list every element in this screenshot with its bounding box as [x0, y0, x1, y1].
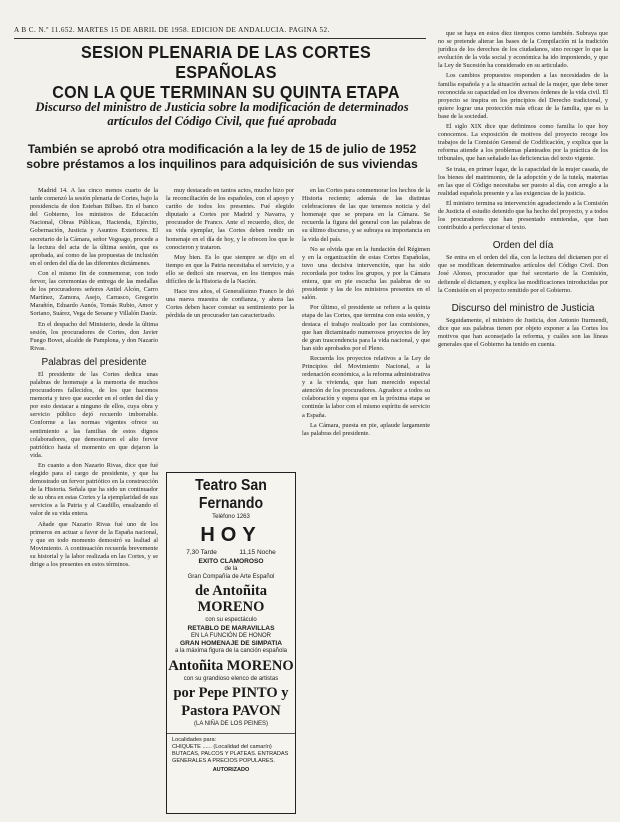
ad-star-3: por Pepe PINTO y	[173, 685, 289, 701]
paragraph: El presidente de las Cortes dedica unas palabras de homenaje a la memoria de muchos procuradores fallecidos, de los que hacemos memoria y tuvo que suceder en el orden del día y por esto destacar a ninguno de ellos, cuya obra y servicio público dejó recuerdo imborrable. Conforme a las normas vigentes ofrece su sentimiento a las familias de estos dignos colaboradores, que demostraron el alto fervor patriótico hasta el momento en que dejaron la vida.	[30, 370, 158, 459]
ad-company-intro: de la	[224, 566, 238, 572]
headline-line-2: CON LA QUE TERMINAN SU QUINTA ETAPA	[52, 82, 400, 102]
ad-star-1: de Antoñita MORENO	[194, 583, 268, 615]
ad-collab: con su grandioso elenco de artistas	[183, 675, 279, 682]
section-heading-speech: Discurso del ministro de Justicia	[451, 302, 595, 314]
paragraph: en las Cortes para conmemorar los hechos de la Historia reciente; además de las distintas celebraciones de las que tenemos noticia y del homenaje que se prepara en la Cámara. Se recuerda la figura del general con las palabras de su último discurso, y se subraya su importancia en la vida del país.	[302, 187, 430, 243]
paragraph: Muy bien. Es lo que siempre se dijo en el tiempo en que la Patria necesitaba el servicio, y a ello se dedicó sin reservas, en los tiempos más difíciles de la Historia de la Nación.	[166, 253, 294, 286]
column-4	[438, 30, 608, 820]
ad-homage: GRAN HOMENAJE DE SIMPATIA	[180, 640, 282, 647]
head-rule	[14, 38, 426, 39]
ad-phone: Teléfono 1263	[212, 514, 250, 520]
paragraph: Los cambios propuestos responden a las necesidades de la familia española y a la situación actual de la mujer, que debe tener reconocida su capacidad en los diversos órdenes de la vida civil. El proyecto se inspira en los principios del Derecho tradicional, y quiere lograr una protección más eficaz de la familia, que es la base de la sociedad.	[438, 72, 608, 120]
paragraph: Se trata, en primer lugar, de la capacidad de la mujer casada, de los bienes del matrimonio, de la adopción y de la tutela, materias en las que el Código necesitaba ser puesto al día, con arreglo a la realidad española presente y a las exigencias de la justicia.	[438, 165, 608, 197]
ad-time-night: 11,15 Noche	[239, 549, 276, 556]
paragraph: No se olvida que en la fundación del Régimen y en la organización de estas Cortes Españolas, tuvo una decisiva intervención, que ha sido recordada por todos los grupos, y por la Cámara entera, que en pie escucha las palabras de su presidente y las de los ministros presentes en el salón.	[302, 245, 430, 302]
ad-homage-to: a la máxima figura de la canción española	[174, 648, 288, 654]
paragraph: El siglo XIX dice que definimos como familia lo que hoy conocemos. La exposición de motivos del proyecto recoge los trabajos de la Comisión General de Codificación, y explica que la reforma atiende a los problemas planteados por la práctica de los tribunales, que han señalado las deficiencias del texto vigente.	[438, 123, 608, 163]
running-head: A B C. N.º 11.652. MARTES 15 DE ABRIL DE 1958. EDICION DE ANDALUCIA. PAGINA 52.	[14, 26, 330, 34]
column-2	[166, 187, 294, 467]
paragraph: El ministro termina su intervención agradeciendo a la Comisión de Justicia el estudio detenido que ha hecho del proyecto, y a todos los procuradores que han presentado enmiendas, que han contribuido a perfeccionar el texto.	[438, 199, 608, 232]
ad-show-subtitle: EN LA FUNCIÓN DE HONOR	[190, 632, 271, 639]
paragraph: Hace tres años, el Generalísimo Franco le dió una nueva muestra de confianza, y ahora las Cortes deben hacer constar su sentimiento por la pérdida de un procurador tan caracterizado.	[166, 288, 294, 320]
theater-advertisement	[166, 472, 296, 814]
headline	[46, 42, 407, 102]
ad-company: Gran Compañía de Arte Español	[187, 573, 275, 580]
column-3	[302, 187, 430, 787]
paragraph: Recuerda los proyectos relativos a la Ley de Principios del Movimiento Nacional, a la ordenación económica, a la reforma administrativa y a la vivienda, que han merecido especial atención de los procuradores. Agradece a todos su colaboración y espera que en la próxima etapa se continúe la labor con el mismo espíritu de servicio a España.	[302, 354, 430, 419]
ad-showtimes	[175, 549, 287, 556]
ad-success: EXITO CLAMOROSO	[198, 558, 264, 565]
paragraph: Seguidamente, el ministro de Justicia, don Antonio Iturmendi, dice que sus palabras tienen por objeto exponer a las Cortes los motivos que han aconsejado la reforma, y cuáles son las líneas generales que el Gobierno ha tenido en cuenta.	[438, 316, 608, 348]
paragraph: Se entra en el orden del día, con la lectura del dictamen por el que se modifican determinados artículos del Código Civil. Don José Alonso, procurador que fué secretario de la Comisión, defiende el dictamen, y explica las modificaciones introducidas por la Comisión en el proyecto remitido por el Gobierno.	[438, 254, 608, 294]
ad-star-4-subtitle: (LA NIÑA DE LOS PEINES)	[193, 721, 269, 727]
ad-prices-label: Localidades para:	[172, 736, 217, 743]
section-heading-president: Palabras del presidente	[41, 356, 147, 368]
paragraph: que se haya en estos diez tiempos como también. Subraya que no se pretende alterar las bases de la Compilación ni la tradición jurídica de los derechos de los ciudadanos, sino recoger lo que la evolución de la vida social y económica ha ido imponiendo, y que la Ley de Sucesión ha considerado en su articulado.	[438, 30, 608, 70]
ad-theater-name: Teatro San Fernando	[195, 477, 267, 512]
section-heading-order: Orden del día	[492, 240, 554, 252]
ad-authorized: AUTORIZADO	[212, 766, 250, 773]
paragraph: muy destacado en tantos actos, mucho hizo por la reconciliación de los españoles, con el apoyo y cariño de todos los presentes. Fué elegido diputado a Cortes por Madrid y Navarra, y procurador de Franco. Ante el recuerdo, dice, de su vida ejemplar, las Cortes deben rendir un homenaje en el día de hoy, y le ofrecen los que le conocieron y trataron.	[166, 187, 294, 251]
paragraph: En el despacho del Ministerio, desde la última sesión, los procuradores de Cortes, don Javier Fuego Bovet, alcalde de Pamplona, y don Nazario Rivas.	[30, 320, 158, 352]
paragraph: En cuanto a don Nazario Rivas, dice que fué elegido para el cargo de presidente, y que ha demostrado un fervor patriótico en la construcción de la Historia. Señala que ha sido un continuador de su obra en estas Cortes y la ejemplaridad de sus servicios a la Patria y al Caudillo, ensalzando el valor de su vida entera.	[30, 461, 158, 518]
paragraph: Añade que Nazario Rivas fué uno de los primeros en actuar a favor de la España nacional, y que en todo momento demostró su lealtad al Movimiento. A continuación recuerda brevemente su historial y la labor realizada en las Cortes, y se dirige a los presentes en estos términos.	[30, 520, 158, 569]
ad-prices-text: CHIQUETE ...... (Localidad del camarín) BUTACAS, PALCOS Y PLATEAS. ENTRADAS GENERALES A PRECIOS POPULARES.	[172, 743, 289, 764]
ad-prices	[167, 733, 295, 765]
paragraph: La Cámara, puesta en pie, aplaude largamente las palabras del presidente.	[302, 421, 430, 437]
paragraph: Por último, el presidente se refiere a la quinta etapa de las Cortes, que termina con esta sesión, y destaca el trabajo realizado por las comisiones, que han dictaminado numerosos proyectos de ley de gran trascendencia para la vida nacional, y que han sido aprobados por el Pleno.	[302, 304, 430, 352]
ad-star-2: Antoñita MORENO	[168, 657, 294, 674]
paragraph: Madrid 14. A las cinco menos cuarto de la tarde comenzó la sesión plenaria de Cortes, bajo la presidencia de don Esteban Bilbao. En el banco del Gobierno, los ministros de Educación Nacional, Obras Públicas, Hacienda, Ejército, Gobernación, Justicia y Asuntos Exteriores. El secretario de la Cámara, señor Vegoago, procede a la lectura del acta de la última sesión, que es aprobada, así como de las propuestas de inclusión en el orden del día de las diferentes dictámenes.	[30, 187, 158, 267]
subheadline-secondary: También se aprobó otra modificación a la ley de 15 de julio de 1952 sobre préstamos a los inquilinos para adquisición de sus viviendas	[26, 142, 418, 171]
subheadline: Discurso del ministro de Justicia sobre la modificación de determinados artículos del Código Civil, que fué aprobada	[35, 100, 409, 128]
ad-show-title: RETABLO DE MARAVILLAS	[187, 624, 275, 632]
paragraph: Con el mismo fin de conmemorar, con todo fervor, las ceremonias de entrega de las medallas de los procuradores señores Antiel Alcón, Carro Martínez, Zamora, Asejo, Carrasco, Gregorio Marañón, Eduardo Aunós, Tomás Rubio, Amor y Soriano, Suárez, Vega de Seoane y Villalón Daoíz.	[30, 269, 158, 318]
column-1	[30, 187, 158, 819]
ad-star-4: Pastora PAVON	[181, 703, 281, 719]
ad-time-afternoon: 7,30 Tarde	[186, 549, 217, 556]
headline-line-1: SESION PLENARIA DE LAS CORTES ESPAÑOLAS	[80, 42, 372, 82]
ad-with: con su espectáculo	[205, 617, 257, 623]
ad-today: HOY	[200, 524, 262, 546]
